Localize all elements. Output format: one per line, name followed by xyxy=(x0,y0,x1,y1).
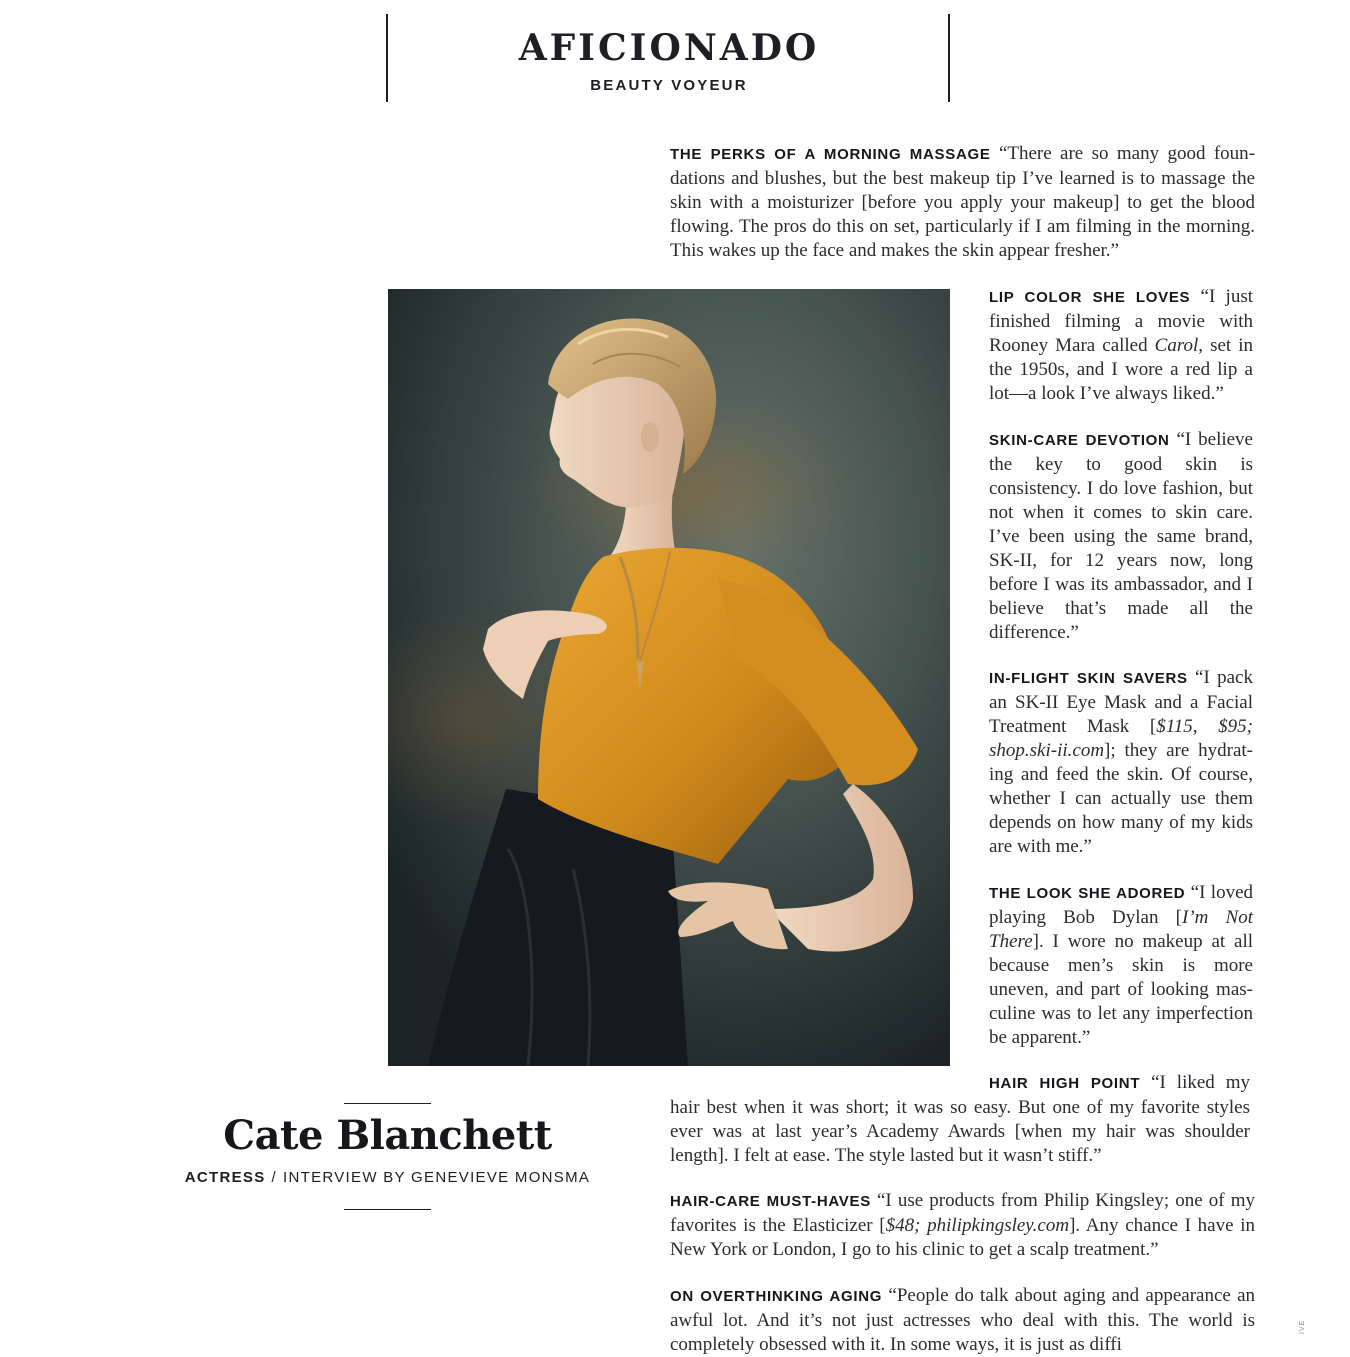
section-subtitle: BEAUTY VOYEUR xyxy=(590,77,748,94)
paragraph-heading: THE LOOK SHE ADORED xyxy=(989,885,1186,902)
article-paragraph-hair-care xyxy=(670,1189,1255,1262)
paragraph-heading: HAIR HIGH POINT xyxy=(989,1075,1141,1092)
paragraph-body: ]. I wore no makeup at all because men’s skin is more uneven, and part of looking masculine was to let any imperfection be apparent.” xyxy=(989,931,1253,1048)
paragraph-heading: SKIN-CARE DEVOTION xyxy=(989,432,1170,449)
subject-role: ACTRESS xyxy=(184,1169,266,1186)
article-paragraph-morning-massage xyxy=(670,142,1255,263)
credit-separator: / xyxy=(271,1169,278,1186)
paragraph-heading: ON OVERTHINKING AGING xyxy=(670,1288,883,1305)
paragraph-body-italic: $48; philipkingsley.com xyxy=(885,1215,1070,1236)
ear-shape xyxy=(641,422,659,452)
paragraph-body: ]. Any chance I have in New York or London, I go to his clinic to get a scalp treatment.” xyxy=(670,1215,1255,1260)
gutter-credit: IVE xyxy=(1299,1319,1306,1334)
subject-name: Cate Blanchett xyxy=(223,1112,552,1159)
paragraph-heading: LIP COLOR SHE LOVES xyxy=(989,289,1191,306)
paragraph-body: “I pack an SK-II Eye Mask and a Facial Treatment Mask [ xyxy=(989,667,1253,737)
paragraph-body: “I use products from Philip Kingsley; one of my favorites is the Elasticizer [ xyxy=(670,1190,1256,1236)
paragraph-body: “People do talk about aging and appearance an awful lot. And it’s not just actresses who deal with this. The world is completely obsessed with it. In some ways, it is just as diffi xyxy=(670,1285,1255,1355)
paragraph-body-italic: Carol xyxy=(1154,335,1199,356)
paragraph-body-italic: $115, $95; shop.ski-ii.com xyxy=(989,716,1253,761)
paragraph-heading: IN-FLIGHT SKIN SAVERS xyxy=(989,670,1188,687)
paragraph-heading: THE PERKS OF A MORNING MASSAGE xyxy=(670,146,991,163)
portrait-illustration xyxy=(388,289,950,1066)
name-top-rule xyxy=(344,1103,431,1104)
paragraph-body: “There are so many good foundations and blushes, but the best makeup tip I’ve learned is to massage the skin with a moisturizer [before you apply your makeup] to get the blood flowing. The pros do this on set, particularly if I am filming in the morning. This wakes up the face and makes the skin appear fresher.” xyxy=(670,143,1256,261)
paragraph-heading: HAIR-CARE MUST-HAVES xyxy=(670,1193,871,1210)
article-paragraph-lip-color xyxy=(989,285,1253,406)
interviewer-credit: INTERVIEW BY GENEVIEVE MONSMA xyxy=(283,1169,591,1186)
article-paragraph-aging xyxy=(670,1284,1255,1357)
paragraph-body: “I believe the key to good skin is consistency. I do love fashion, but not when it comes to skin care. I’ve been using the same brand, SK-II, for 12 years now, long before I was its ambassador, and I believe that’s made all the difference.” xyxy=(989,429,1253,643)
portrait-photo xyxy=(388,289,950,1066)
subject-credit xyxy=(140,1167,635,1189)
paragraph-body: “I liked my hair best when it was short; it was so easy. But one of my favorite styles ever was at last year’s Academy Awards [when my hair was shoulder length]. I felt at ease. The style lasted but it wasn’t stiff.” xyxy=(670,1072,1251,1166)
article-paragraph-the-look xyxy=(989,881,1253,1050)
paragraph-body: , set in the 1950s, and I wore a red lip a lot—a look I’ve always liked.” xyxy=(989,335,1253,404)
name-bottom-rule xyxy=(344,1209,431,1210)
article-paragraph-hair-high-point xyxy=(670,1071,1250,1168)
section-title: AFICIONADO xyxy=(518,27,820,69)
paragraph-body: “I loved playing Bob Dylan [ xyxy=(989,882,1253,928)
article-paragraph-in-flight xyxy=(989,666,1253,859)
paragraph-body: ]; they are hydrating and feed the skin. Of course, whether I can actually use them depends on how many of my kids are with me.” xyxy=(989,740,1253,857)
article-paragraph-skin-care xyxy=(989,428,1253,645)
paragraph-body: “I just finished filming a movie with Rooney Mara called xyxy=(989,286,1254,356)
paragraph-body-italic: I’m Not There xyxy=(989,907,1253,952)
